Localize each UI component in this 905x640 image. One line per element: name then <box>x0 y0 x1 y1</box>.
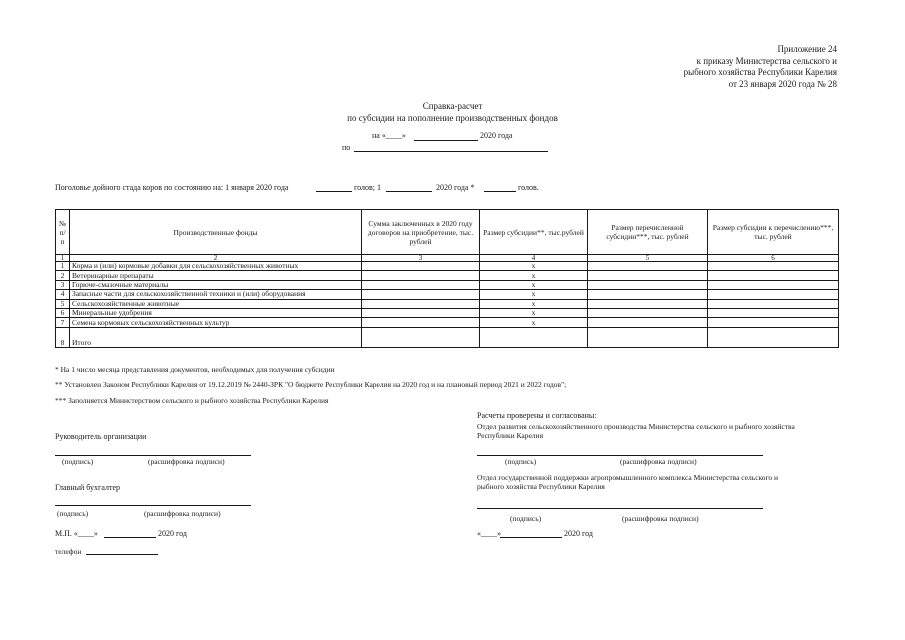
date-blank-line <box>414 140 478 141</box>
right-year: 2020 год <box>564 529 593 538</box>
accountant-signature-line <box>55 505 251 506</box>
total-transferred-cell <box>588 327 708 347</box>
head-decode-caption: (расшифровка подписи) <box>148 457 225 466</box>
title-subline: по субсидии на пополнение производственных фондов <box>347 112 558 123</box>
appendix-line: Приложение 24 <box>777 44 837 54</box>
row-subsidy-mark: х <box>480 262 588 271</box>
footnote-1: * На 1 число месяца представления документов, необходимых для получения субсидии <box>55 365 335 374</box>
row-number: 8 <box>56 327 70 347</box>
right-date-blank <box>500 537 562 538</box>
row-subsidy-mark: х <box>480 280 588 289</box>
row-transferred-cell <box>588 290 708 299</box>
dept1-signature-line <box>477 455 763 456</box>
row-number: 1 <box>56 262 70 271</box>
table-row <box>56 318 839 327</box>
row-contracts-cell <box>362 308 480 317</box>
title-line: Справка-расчет <box>422 101 483 111</box>
stamp-date-label: М.П. «____» <box>55 529 98 538</box>
herd-text-4: голов. <box>518 183 539 192</box>
index-cell: 2 <box>70 255 362 262</box>
organization-blank-line <box>354 151 548 152</box>
appendix-line: от 23 января 2020 года № 28 <box>728 78 837 89</box>
row-to-transfer-cell <box>708 308 839 317</box>
row-to-transfer-cell <box>708 280 839 289</box>
herd-text-1: Поголовье дойного стада коров по состоянию на: 1 января 2020 года <box>55 183 289 192</box>
table-row <box>56 280 839 289</box>
row-number: 4 <box>56 290 70 299</box>
header-funds: Производственные фонды <box>70 210 362 255</box>
right-date-label: «____» <box>477 529 501 538</box>
index-cell: 4 <box>480 255 588 262</box>
row-fund-name: Корма и (или) кормовые добавки для сельскохозяйственных животных <box>70 262 362 271</box>
row-to-transfer-cell <box>708 262 839 271</box>
row-transferred-cell <box>588 318 708 327</box>
row-fund-name: Горюче-смазочные материалы <box>70 280 362 289</box>
date-prefix: на «____» <box>372 131 406 140</box>
header-contracts: Сумма заключенных в 2020 году договоров на приобретение, тыс. рублей <box>362 210 480 255</box>
row-contracts-cell <box>362 280 480 289</box>
row-to-transfer-cell <box>708 290 839 299</box>
header-transferred: Размер перечисленной субсидии***, тыс. рублей <box>588 210 708 255</box>
dept1-line1: Отдел развития сельскохозяйственного производства Министерства сельского и рыбного хозяйства <box>477 422 795 431</box>
row-transferred-cell <box>588 271 708 280</box>
row-fund-name: Минеральные удобрения <box>70 308 362 317</box>
appendix-line: к приказу Министерства сельского и <box>696 55 837 66</box>
row-subsidy-mark: х <box>480 290 588 299</box>
by-label: по <box>342 143 351 152</box>
row-to-transfer-cell <box>708 299 839 308</box>
checked-label: Расчеты проверены и согласованы: <box>477 411 597 420</box>
row-subsidy-mark: х <box>480 308 588 317</box>
table-row <box>56 290 839 299</box>
row-contracts-cell <box>362 318 480 327</box>
footnote-2: ** Установлен Законом Республики Карелия от 19.12.2019 № 2440-ЗРК "О бюджете Республики Карелия на 2020 год и на плановый период 2021 и 2022 годов"; <box>55 380 567 389</box>
stamp-date-blank <box>104 537 156 538</box>
dept1-decode-caption: (расшифровка подписи) <box>620 457 697 466</box>
row-number: 2 <box>56 271 70 280</box>
table-row <box>56 299 839 308</box>
index-cell: 1 <box>56 255 70 262</box>
phone-blank-line <box>86 554 158 555</box>
row-transferred-cell <box>588 262 708 271</box>
chief-accountant-label: Главный бухгалтер <box>55 483 120 492</box>
row-subsidy-mark: х <box>480 318 588 327</box>
row-subsidy-mark: х <box>480 299 588 308</box>
dept1-signature-caption: (подпись) <box>505 457 537 466</box>
accountant-decode-caption: (расшифровка подписи) <box>144 509 221 518</box>
table-row <box>56 262 839 271</box>
head-signature-line <box>55 455 251 456</box>
header-to-transfer: Размер субсидии к перечислению***, тыс. рублей <box>708 210 839 255</box>
row-contracts-cell <box>362 299 480 308</box>
row-fund-name: Сельскохозяйственные животные <box>70 299 362 308</box>
row-to-transfer-cell <box>708 271 839 280</box>
head-of-organization-label: Руководитель организации <box>55 432 147 441</box>
header-subsidy-size: Размер субсидии**, тыс.рублей <box>480 210 588 255</box>
row-fund-name: Семена кормовых сельскохозяйственных культур <box>70 318 362 327</box>
row-fund-name: Ветеринарные препараты <box>70 271 362 280</box>
total-contracts-cell <box>362 327 480 347</box>
index-cell: 3 <box>362 255 480 262</box>
head-signature-caption: (подпись) <box>62 457 94 466</box>
row-number: 7 <box>56 318 70 327</box>
herd-blank-3 <box>484 191 516 192</box>
table-row <box>56 308 839 317</box>
dept2-line1: Отдел государственной поддержки агропромышленного комплекса Министерства сельского и <box>477 473 779 482</box>
herd-text-2: голов; 1 <box>354 183 381 192</box>
row-subsidy-mark: х <box>480 271 588 280</box>
row-contracts-cell <box>362 290 480 299</box>
dept2-decode-caption: (расшифровка подписи) <box>622 514 699 523</box>
stamp-year: 2020 год <box>158 529 187 538</box>
total-label: Итого <box>70 327 362 347</box>
dept1-line2: Республики Карелия <box>477 431 544 440</box>
appendix-line: рыбного хозяйства Республики Карелия <box>683 67 837 77</box>
herd-text-3: 2020 года * <box>436 183 475 192</box>
index-cell: 6 <box>708 255 839 262</box>
herd-blank-1 <box>316 191 352 192</box>
total-subsidy-cell <box>480 327 588 347</box>
row-fund-name: Запасные части для сельскохозяйственной техники и (или) оборудования <box>70 290 362 299</box>
date-suffix: 2020 года <box>480 131 513 140</box>
row-number: 3 <box>56 280 70 289</box>
row-number: 6 <box>56 308 70 317</box>
row-transferred-cell <box>588 299 708 308</box>
row-to-transfer-cell <box>708 318 839 327</box>
row-transferred-cell <box>588 280 708 289</box>
dept2-signature-caption: (подпись) <box>510 514 542 523</box>
table-row <box>56 271 839 280</box>
index-cell: 5 <box>588 255 708 262</box>
dept2-signature-line <box>477 508 763 509</box>
document-title <box>0 101 905 124</box>
total-to-transfer-cell <box>708 327 839 347</box>
accountant-signature-caption: (подпись) <box>57 509 89 518</box>
row-contracts-cell <box>362 262 480 271</box>
appendix-block <box>684 44 837 90</box>
row-transferred-cell <box>588 308 708 317</box>
footnote-3: *** Заполняется Министерством сельского и рыбного хозяйства Республики Карелия <box>55 396 329 405</box>
subsidy-table <box>55 209 839 348</box>
dept2-line2: рыбного хозяйства Республики Карелия <box>477 482 605 491</box>
row-contracts-cell <box>362 271 480 280</box>
row-number: 5 <box>56 299 70 308</box>
total-row <box>56 327 839 347</box>
phone-label: телефон <box>55 547 82 556</box>
herd-blank-2 <box>386 191 432 192</box>
header-num: № п/п <box>56 210 70 255</box>
